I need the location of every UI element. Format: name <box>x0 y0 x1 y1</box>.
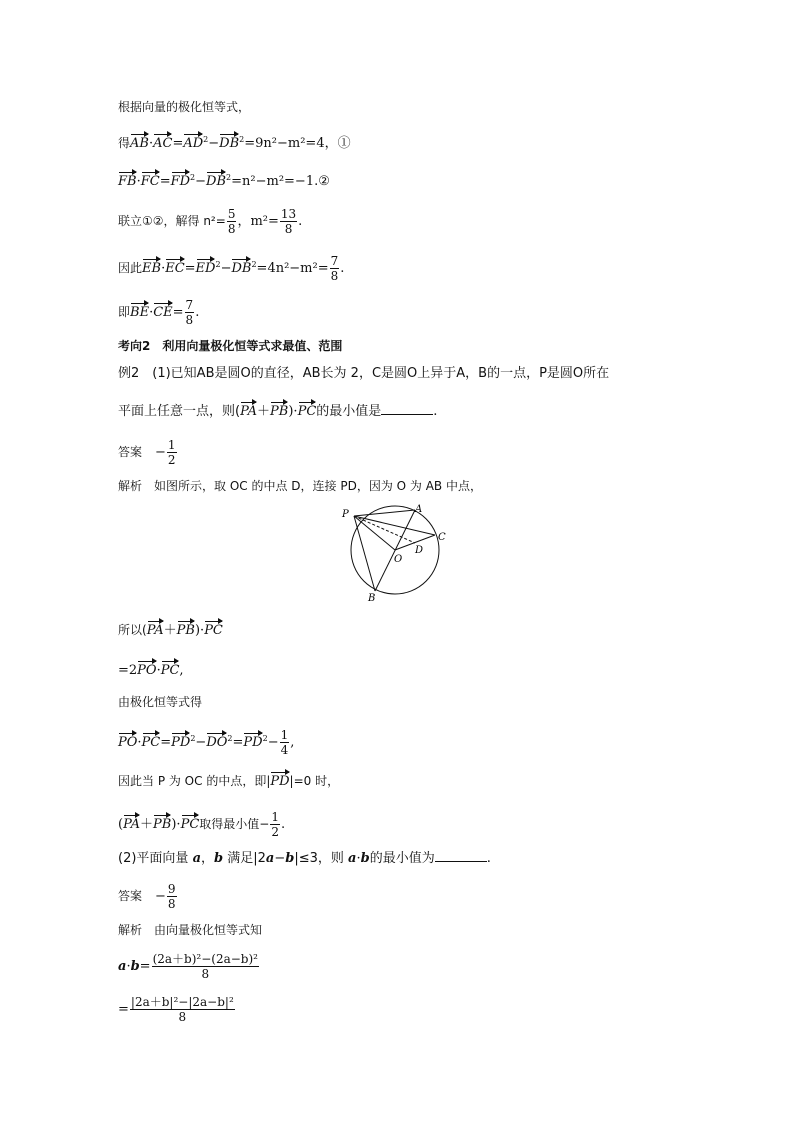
segment-pb <box>354 516 375 591</box>
equation-bece: 即BE·CE= $\frac{7}{8}$ . <box>118 298 200 327</box>
analysis-1: 解析 如图所示，取 OC 的中点 D，连接 PD，因为 O 为 AB 中点， <box>118 479 482 493</box>
example-2-part1: 例2 (1)已知AB是圆O的直径，AB长为 2，C是圆O上异于A，B的一点，P是圆O所在 <box>118 366 610 381</box>
therefore-line: 因此当 P 为 OC 的中点，即|PD|=0 时， <box>118 770 339 791</box>
example-2-part1-question: 平面上任意一点，则(PA＋PB)·PC的最小值是 . <box>118 400 437 421</box>
equation-1: 得$AB\cdot AC=AD^2-DB^2=9n^2-m^2=4$，① <box>118 131 351 153</box>
label-o: O <box>394 554 403 565</box>
equation-2: $FB\cdot FC=FD^2-DB^2=n^2-m^2=-1.②$ <box>118 169 330 191</box>
label-a: A <box>415 504 423 515</box>
by-identity: 由极化恒等式得 <box>118 695 203 709</box>
circle-figure <box>338 502 468 604</box>
segment-pa <box>354 510 415 516</box>
section-heading: 考向2 利用向量极化恒等式求最值、范围 <box>118 339 343 353</box>
answer-1: 答案 − $\frac{1}{2}$ <box>118 438 176 467</box>
label-b: B <box>368 593 376 604</box>
answer-blank <box>381 402 433 415</box>
minimum-line: (PA＋PB)·PC取得最小值− $\frac{1}{2}$ . <box>118 810 286 839</box>
example-2-part2: (2)平面向量 a，b 满足|2a−b|≤3，则 a·b的最小值为 . <box>118 851 491 866</box>
equation-po-pc: $PO\cdot PC=PD^2-DO^2=PD^2-$ $\frac{1}{4}$ , <box>118 728 295 757</box>
answer-2: 答案 − $\frac{9}{8}$ <box>118 882 176 911</box>
equation-ab-2: = $\frac{\text{|2a＋b|²−|2a−b|²}}{8}$ <box>118 995 234 1024</box>
answer-blank-2 <box>435 849 487 862</box>
label-c: C <box>438 532 446 543</box>
so-line: 所以(PA＋PB)·PC <box>118 619 223 640</box>
polarization-intro: 根据向量的极化恒等式， <box>118 100 251 114</box>
label-d: D <box>415 545 424 556</box>
equation-ab-1: a·b= $\frac{\text{(2a＋b)²−(2a−b)²}}{8}$ <box>118 952 258 981</box>
label-p: P <box>342 509 349 520</box>
analysis-2: 解析 由向量极化恒等式知 <box>118 923 263 937</box>
equation-2po-pc: =2PO·PC, <box>118 659 184 680</box>
equation-ebec: 因此$EB\cdot EC=ED^2-DB^2=4n^2-m^2=$ $\frac{7}{8}$ . <box>118 254 345 283</box>
solve-system: 联立①②，解得 n²= $\frac{5}{8}$ ，m²= $\frac{13}{8}$ . <box>118 207 303 236</box>
